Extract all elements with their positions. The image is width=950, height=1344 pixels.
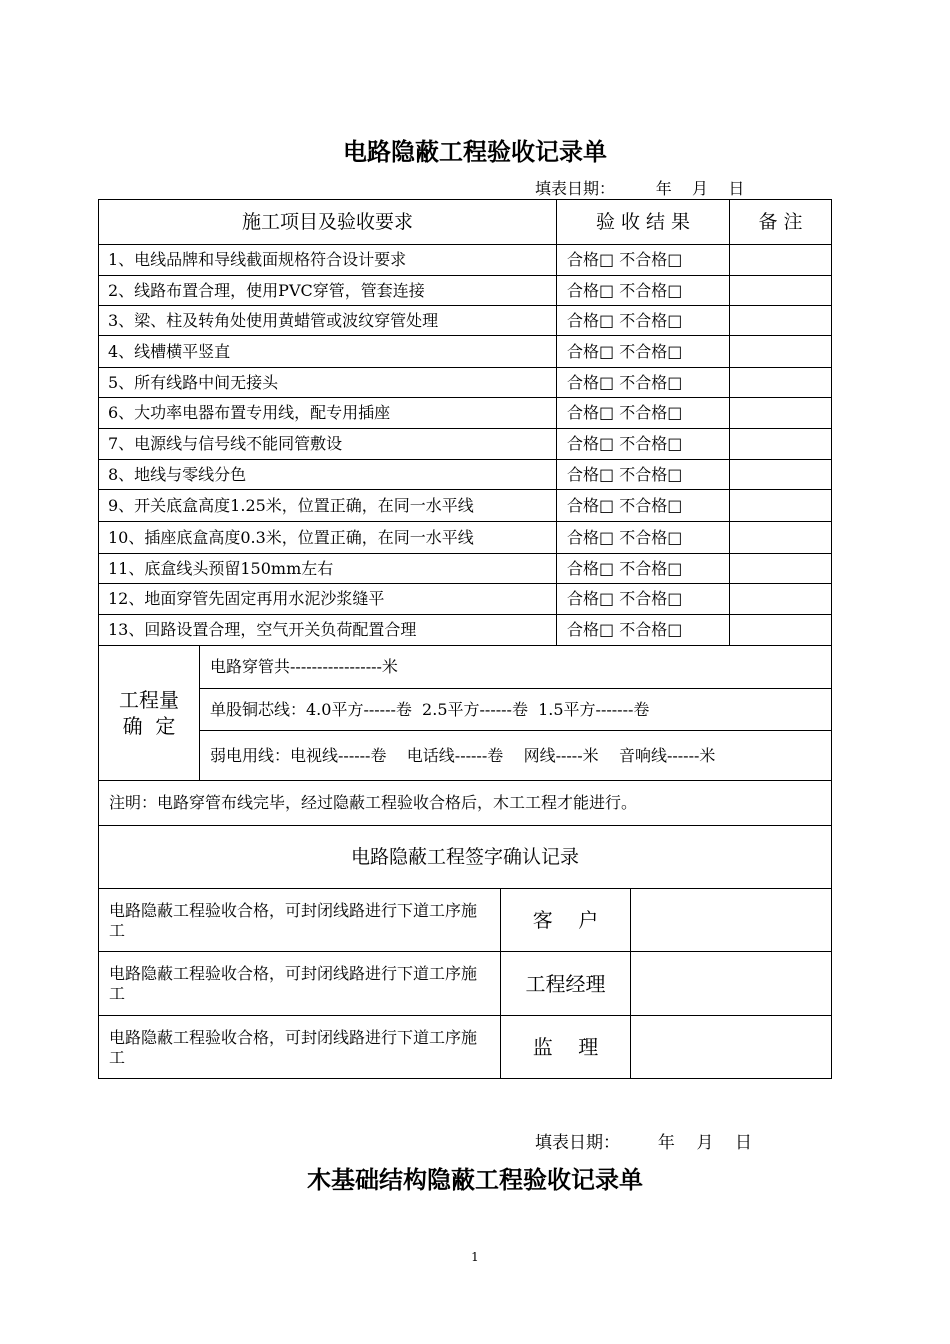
requirement-item: 13、回路设置合理，空气开关负荷配置合理 <box>99 615 557 646</box>
result-checkbox: 合格□ 不合格□ <box>557 398 730 429</box>
remarks-cell <box>730 554 832 584</box>
quantity-section <box>98 645 832 781</box>
signature-field[interactable] <box>631 952 832 1016</box>
result-checkbox: 合格□ 不合格□ <box>557 615 730 646</box>
result-checkbox: 合格□ 不合格□ <box>557 368 730 398</box>
signature-field[interactable] <box>631 1016 832 1079</box>
page-title: 电路隐蔽工程验收记录单 <box>343 138 607 166</box>
remarks-cell <box>730 522 832 554</box>
requirement-item: 6、大功率电器布置专用线，配专用插座 <box>99 398 557 429</box>
header-remarks: 备 注 <box>730 200 832 245</box>
header-items: 施工项目及验收要求 <box>99 200 557 245</box>
signature-field[interactable] <box>631 889 832 952</box>
requirement-item: 1、电线品牌和导线截面规格符合设计要求 <box>99 244 557 276</box>
remarks-cell <box>730 306 832 336</box>
page-number: 1 <box>471 1250 479 1264</box>
result-checkbox: 合格□ 不合格□ <box>557 429 730 460</box>
result-checkbox: 合格□ 不合格□ <box>557 336 730 368</box>
sign-statement: 电路隐蔽工程验收合格，可封闭线路进行下道工序施工 <box>99 889 501 952</box>
requirement-item: 9、开关底盒高度1.25米，位置正确，在同一水平线 <box>99 490 557 522</box>
sign-role: 客 户 <box>501 889 631 952</box>
remarks-cell <box>730 398 832 429</box>
remarks-cell <box>730 460 832 490</box>
result-checkbox: 合格□ 不合格□ <box>557 554 730 584</box>
sign-table <box>98 888 832 1079</box>
remarks-cell <box>730 368 832 398</box>
sign-title: 电路隐蔽工程签字确认记录 <box>99 826 832 889</box>
requirement-item: 7、电源线与信号线不能同管敷设 <box>99 429 557 460</box>
fill-date: 填表日期： 年 月 日 <box>535 179 745 198</box>
result-checkbox: 合格□ 不合格□ <box>557 276 730 306</box>
conduit-length: 电路穿管共-----------------米 <box>200 646 832 689</box>
quantity-label-line2: 确 定 <box>122 714 176 738</box>
result-checkbox: 合格□ 不合格□ <box>557 306 730 336</box>
sign-statement: 电路隐蔽工程验收合格，可封闭线路进行下道工序施工 <box>99 1016 501 1079</box>
sign-role: 工程经理 <box>501 952 631 1016</box>
result-checkbox: 合格□ 不合格□ <box>557 584 730 615</box>
remarks-cell <box>730 490 832 522</box>
result-checkbox: 合格□ 不合格□ <box>557 460 730 490</box>
quantity-label <box>99 646 200 781</box>
requirement-item: 4、线槽横平竖直 <box>99 336 557 368</box>
remarks-cell <box>730 244 832 276</box>
sign-role: 监 理 <box>501 1016 631 1079</box>
requirement-item: 10、插座底盒高度0.3米，位置正确，在同一水平线 <box>99 522 557 554</box>
requirement-item: 8、地线与零线分色 <box>99 460 557 490</box>
sign-statement: 电路隐蔽工程验收合格，可封闭线路进行下道工序施工 <box>99 952 501 1016</box>
remarks-cell <box>730 584 832 615</box>
weak-current-wire: 弱电用线：电视线------卷 电话线------卷 网线-----米 音响线------米 <box>200 731 832 781</box>
requirement-item: 11、底盒线头预留150mm左右 <box>99 554 557 584</box>
result-checkbox: 合格□ 不合格□ <box>557 522 730 554</box>
requirement-item: 3、梁、柱及转角处使用黄蜡管或波纹穿管处理 <box>99 306 557 336</box>
remarks-cell <box>730 336 832 368</box>
requirement-item: 2、线路布置合理，使用PVC穿管，管套连接 <box>99 276 557 306</box>
remarks-cell <box>730 615 832 646</box>
remarks-cell <box>730 429 832 460</box>
requirement-item: 12、地面穿管先固定再用水泥沙浆缝平 <box>99 584 557 615</box>
requirement-item: 5、所有线路中间无接头 <box>99 368 557 398</box>
fill-date-2: 填表日期： 年 月 日 <box>535 1133 753 1153</box>
note-text: 注明：电路穿管布线完毕，经过隐蔽工程验收合格后，木工工程才能进行。 <box>99 781 832 826</box>
sign-title-section <box>98 825 832 889</box>
result-checkbox: 合格□ 不合格□ <box>557 244 730 276</box>
copper-wire: 单股铜芯线：4.0平方------卷 2.5平方------卷 1.5平方-------卷 <box>200 689 832 731</box>
header-result: 验 收 结 果 <box>557 200 730 245</box>
remarks-cell <box>730 276 832 306</box>
result-checkbox: 合格□ 不合格□ <box>557 490 730 522</box>
note-section <box>98 780 832 826</box>
quantity-label-line1: 工程量 <box>119 688 179 712</box>
next-form-title: 木基础结构隐蔽工程验收记录单 <box>307 1166 643 1194</box>
inspection-table <box>98 199 832 646</box>
